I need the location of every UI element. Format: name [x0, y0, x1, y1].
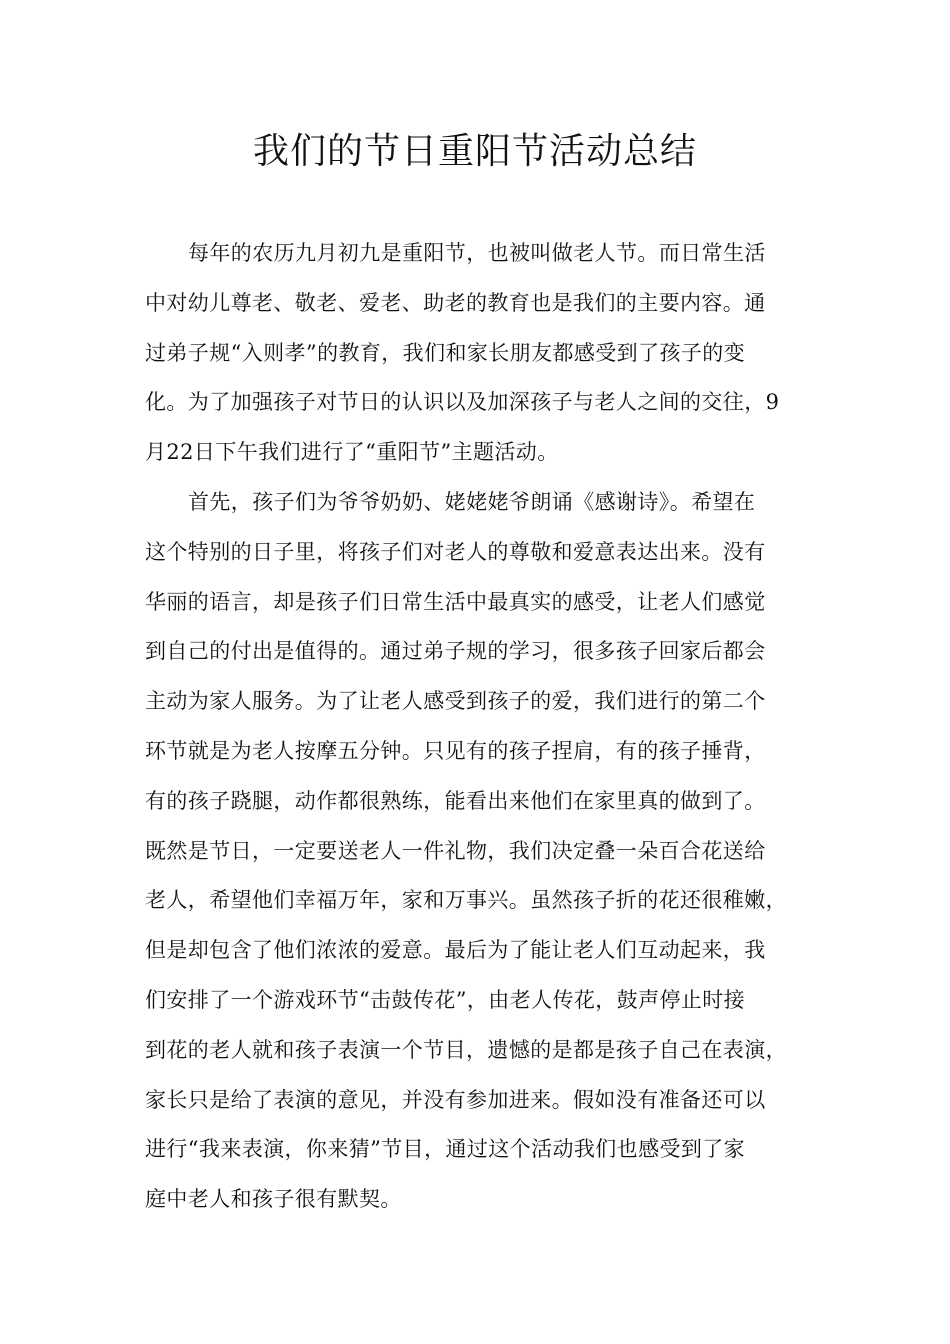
text-line: 主动为家人服务。为了让老人感受到孩子的爱，我们进行的第二个: [145, 689, 766, 714]
text-line: 们安排了一个游戏环节“击鼓传花”，由老人传花，鼓声停止时接: [145, 987, 746, 1012]
text-line: 进行“我来表演，你来猜”节目，通过这个活动我们也感受到了家: [145, 1137, 746, 1162]
text-line: 家长只是给了表演的意见，并没有参加进来。假如没有准备还可以: [145, 1087, 766, 1112]
text-line: 到花的老人就和孩子表演一个节目，遗憾的是都是孩子自己在表演，: [145, 1037, 787, 1062]
text-line: 过弟子规“入则孝”的教育，我们和家长朋友都感受到了孩子的变: [145, 340, 746, 365]
text-line: 月22日下午我们进行了“重阳节”主题活动。: [145, 440, 559, 465]
text-line: 庭中老人和孩子很有默契。: [145, 1187, 402, 1212]
text-line: 这个特别的日子里，将孩子们对老人的尊敬和爱意表达出来。没有: [145, 539, 766, 564]
text-line: 有的孩子跷腿，动作都很熟练，能看出来他们在家里真的做到了。: [145, 788, 766, 813]
text-line: 中对幼儿尊老、敬老、爱老、助老的教育也是我们的主要内容。通: [145, 290, 766, 315]
text-line: 到自己的付出是值得的。通过弟子规的学习，很多孩子回家后都会: [145, 639, 766, 664]
document-title: 我们的节日重阳节活动总结: [252, 131, 697, 172]
text-line: 华丽的语言，却是孩子们日常生活中最真实的感受，让老人们感觉: [145, 589, 766, 614]
text-line: 化。为了加强孩子对节日的认识以及加深孩子与老人之间的交往，9: [145, 390, 780, 415]
document-body: [145, 229, 825, 1225]
text-line: 既然是节日，一定要送老人一件礼物，我们决定叠一朵百合花送给: [145, 838, 766, 863]
text-line: 环节就是为老人按摩五分钟。只见有的孩子捏肩，有的孩子捶背，: [145, 738, 766, 763]
text-line: 每年的农历九月初九是重阳节，也被叫做老人节。而日常生活: [188, 241, 766, 265]
text-line: 但是却包含了他们浓浓的爱意。最后为了能让老人们互动起来，我: [145, 938, 766, 963]
text-line: 首先，孩子们为爷爷奶奶、姥姥姥爷朗诵《感谢诗》。希望在: [188, 489, 756, 514]
text-line: 老人，希望他们幸福万年，家和万事兴。虽然孩子折的花还很稚嫩，: [145, 888, 787, 913]
